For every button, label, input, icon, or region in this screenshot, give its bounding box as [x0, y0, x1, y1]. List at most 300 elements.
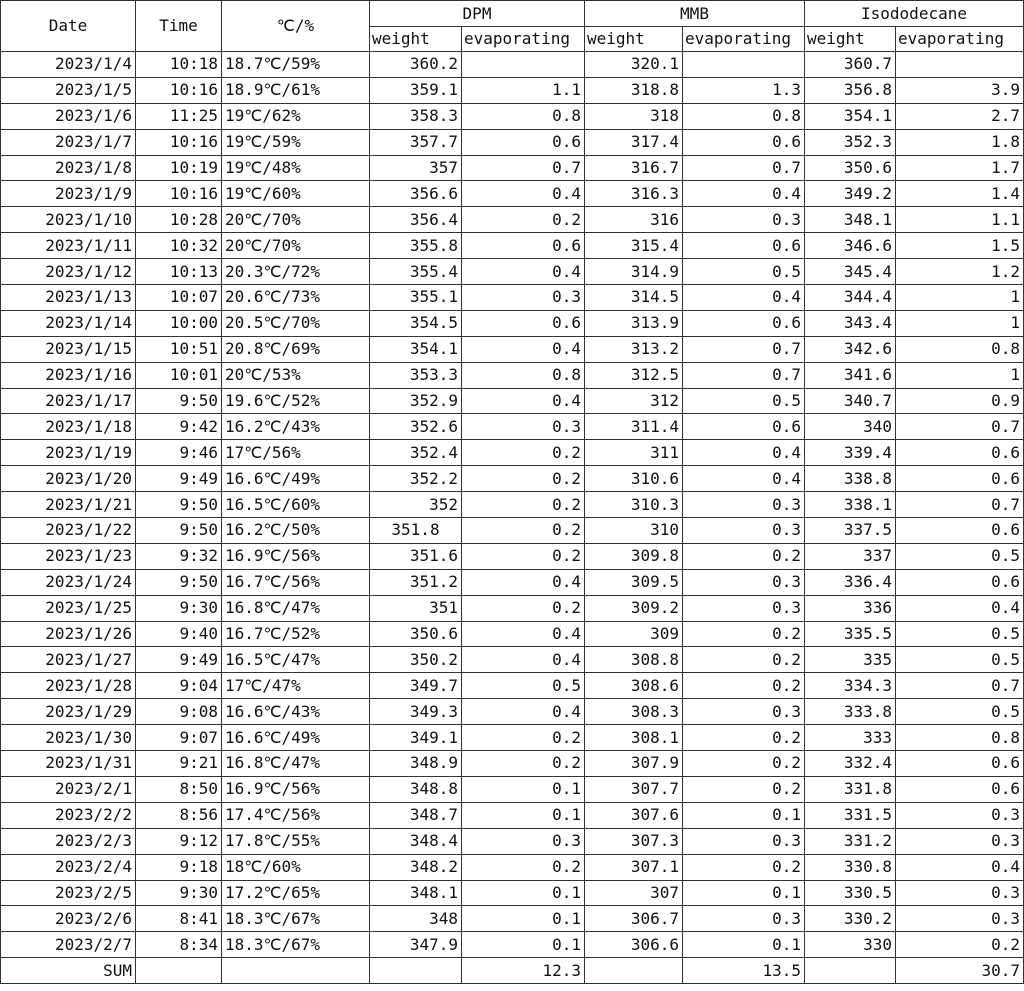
cell-time[interactable]: 9:30 — [136, 595, 222, 621]
cell-time[interactable]: 11:25 — [136, 103, 222, 129]
cell-dpm-weight[interactable]: 355.1 — [370, 285, 462, 311]
cell-mmb-weight[interactable]: 310.3 — [585, 492, 683, 518]
cell-mmb-evaporating[interactable]: 0.3 — [683, 906, 805, 932]
cell-iso-weight[interactable]: 335.5 — [805, 621, 896, 647]
cell-dpm-evaporating[interactable]: 0.2 — [462, 466, 585, 492]
cell-mmb-weight[interactable]: 314.5 — [585, 285, 683, 311]
cell-dpm-evaporating[interactable]: 0.4 — [462, 647, 585, 673]
cell-dpm-evaporating[interactable]: 0.4 — [462, 181, 585, 207]
cell-date[interactable]: 2023/1/13 — [1, 285, 136, 311]
cell-mmb-weight[interactable]: 306.7 — [585, 906, 683, 932]
cell-date[interactable]: 2023/1/10 — [1, 207, 136, 233]
cell-time[interactable]: 10:00 — [136, 310, 222, 336]
cell-dpm-evaporating[interactable]: 0.1 — [462, 906, 585, 932]
cell-iso-evaporating[interactable]: 0.3 — [896, 880, 1024, 906]
cell-mmb-evaporating[interactable]: 0.1 — [683, 932, 805, 958]
cell-iso-weight[interactable]: 333.8 — [805, 699, 896, 725]
cell-dpm-weight[interactable]: 352 — [370, 492, 462, 518]
cell-dpm-weight[interactable]: 351.6 — [370, 543, 462, 569]
cell-time[interactable]: 9:32 — [136, 543, 222, 569]
cell-iso-weight[interactable]: 349.2 — [805, 181, 896, 207]
cell-dpm-evaporating[interactable]: 0.3 — [462, 285, 585, 311]
cell-temp-humidity[interactable]: 20.8℃/69% — [222, 336, 370, 362]
cell-mmb-weight[interactable]: 316.7 — [585, 155, 683, 181]
cell-mmb-weight[interactable]: 310.6 — [585, 466, 683, 492]
cell-date[interactable]: 2023/1/9 — [1, 181, 136, 207]
cell-iso-evaporating[interactable]: 0.2 — [896, 932, 1024, 958]
cell-dpm-weight[interactable]: 348.9 — [370, 751, 462, 777]
cell-date[interactable]: 2023/1/20 — [1, 466, 136, 492]
cell-iso-evaporating[interactable]: 0.3 — [896, 802, 1024, 828]
cell-temp-humidity[interactable]: 20℃/70% — [222, 207, 370, 233]
cell-dpm-weight[interactable]: 359.1 — [370, 77, 462, 103]
cell-date[interactable]: 2023/2/4 — [1, 854, 136, 880]
cell-mmb-weight[interactable]: 307.9 — [585, 751, 683, 777]
cell-date[interactable]: 2023/1/5 — [1, 77, 136, 103]
cell-mmb-evaporating[interactable]: 0.5 — [683, 259, 805, 285]
cell-time[interactable]: 10:01 — [136, 362, 222, 388]
cell-mmb-weight[interactable]: 318 — [585, 103, 683, 129]
cell-date[interactable]: 2023/1/6 — [1, 103, 136, 129]
cell-mmb-weight[interactable]: 315.4 — [585, 233, 683, 259]
cell-iso-weight[interactable]: 350.6 — [805, 155, 896, 181]
cell-dpm-evaporating[interactable]: 0.4 — [462, 388, 585, 414]
cell-mmb-weight[interactable]: 316.3 — [585, 181, 683, 207]
cell-iso-weight[interactable]: 338.1 — [805, 492, 896, 518]
cell-dpm-weight[interactable]: 356.6 — [370, 181, 462, 207]
sum-cell-mmb-evaporating[interactable]: 13.5 — [683, 958, 805, 984]
cell-mmb-weight[interactable]: 306.6 — [585, 932, 683, 958]
cell-time[interactable]: 9:18 — [136, 854, 222, 880]
cell-time[interactable]: 10:51 — [136, 336, 222, 362]
cell-dpm-evaporating[interactable]: 0.2 — [462, 543, 585, 569]
cell-date[interactable]: 2023/1/19 — [1, 440, 136, 466]
cell-date[interactable]: 2023/1/8 — [1, 155, 136, 181]
header-mmb-weight[interactable]: weight — [585, 27, 683, 52]
cell-iso-evaporating[interactable]: 1.2 — [896, 259, 1024, 285]
cell-iso-weight[interactable]: 340 — [805, 414, 896, 440]
cell-temp-humidity[interactable]: 19℃/59% — [222, 129, 370, 155]
cell-time[interactable]: 9:30 — [136, 880, 222, 906]
cell-time[interactable]: 9:46 — [136, 440, 222, 466]
cell-iso-evaporating[interactable]: 0.6 — [896, 518, 1024, 544]
cell-dpm-evaporating[interactable]: 0.6 — [462, 129, 585, 155]
cell-mmb-weight[interactable]: 309.2 — [585, 595, 683, 621]
cell-mmb-weight[interactable]: 307.3 — [585, 828, 683, 854]
cell-iso-evaporating[interactable]: 0.8 — [896, 725, 1024, 751]
cell-date[interactable]: 2023/1/15 — [1, 336, 136, 362]
cell-temp-humidity[interactable]: 16.2℃/43% — [222, 414, 370, 440]
cell-iso-evaporating[interactable] — [896, 52, 1024, 78]
cell-mmb-evaporating[interactable]: 0.2 — [683, 647, 805, 673]
header-dpm-evaporating[interactable]: evaporating — [462, 27, 585, 52]
cell-mmb-weight[interactable]: 307.7 — [585, 776, 683, 802]
cell-mmb-evaporating[interactable]: 0.3 — [683, 518, 805, 544]
cell-date[interactable]: 2023/1/24 — [1, 569, 136, 595]
cell-iso-evaporating[interactable]: 0.6 — [896, 751, 1024, 777]
cell-mmb-weight[interactable]: 309.8 — [585, 543, 683, 569]
cell-mmb-evaporating[interactable]: 0.4 — [683, 466, 805, 492]
cell-dpm-weight[interactable]: 351 — [370, 595, 462, 621]
cell-mmb-evaporating[interactable]: 0.3 — [683, 492, 805, 518]
cell-dpm-weight[interactable]: 352.6 — [370, 414, 462, 440]
header-dpm-weight[interactable]: weight — [370, 27, 462, 52]
cell-date[interactable]: 2023/1/16 — [1, 362, 136, 388]
cell-mmb-evaporating[interactable]: 0.3 — [683, 828, 805, 854]
cell-temp-humidity[interactable]: 16.9℃/56% — [222, 543, 370, 569]
cell-time[interactable]: 9:21 — [136, 751, 222, 777]
cell-mmb-weight[interactable]: 311.4 — [585, 414, 683, 440]
cell-mmb-weight[interactable]: 307.6 — [585, 802, 683, 828]
cell-iso-evaporating[interactable]: 0.6 — [896, 466, 1024, 492]
cell-temp-humidity[interactable]: 17℃/56% — [222, 440, 370, 466]
cell-time[interactable]: 8:56 — [136, 802, 222, 828]
cell-mmb-evaporating[interactable]: 0.3 — [683, 595, 805, 621]
sum-cell-iso-weight[interactable] — [805, 958, 896, 984]
cell-dpm-evaporating[interactable]: 0.8 — [462, 103, 585, 129]
cell-dpm-evaporating[interactable]: 0.4 — [462, 699, 585, 725]
cell-time[interactable]: 9:50 — [136, 518, 222, 544]
cell-temp-humidity[interactable]: 17.4℃/56% — [222, 802, 370, 828]
cell-dpm-weight[interactable]: 348.1 — [370, 880, 462, 906]
cell-dpm-weight[interactable]: 350.6 — [370, 621, 462, 647]
cell-iso-evaporating[interactable]: 1.4 — [896, 181, 1024, 207]
cell-dpm-evaporating[interactable]: 0.7 — [462, 155, 585, 181]
cell-dpm-evaporating[interactable]: 0.3 — [462, 414, 585, 440]
header-date[interactable]: Date — [1, 1, 136, 52]
cell-dpm-weight[interactable]: 352.9 — [370, 388, 462, 414]
cell-mmb-evaporating[interactable]: 0.3 — [683, 207, 805, 233]
cell-time[interactable]: 9:40 — [136, 621, 222, 647]
cell-mmb-evaporating[interactable]: 0.2 — [683, 673, 805, 699]
cell-iso-weight[interactable]: 341.6 — [805, 362, 896, 388]
cell-temp-humidity[interactable]: 16.5℃/60% — [222, 492, 370, 518]
cell-temp-humidity[interactable]: 16.6℃/43% — [222, 699, 370, 725]
cell-temp-humidity[interactable]: 16.5℃/47% — [222, 647, 370, 673]
cell-iso-weight[interactable]: 346.6 — [805, 233, 896, 259]
cell-dpm-weight[interactable]: 355.4 — [370, 259, 462, 285]
cell-mmb-evaporating[interactable]: 0.4 — [683, 285, 805, 311]
cell-dpm-evaporating[interactable]: 0.6 — [462, 310, 585, 336]
cell-date[interactable]: 2023/1/12 — [1, 259, 136, 285]
cell-dpm-weight[interactable]: 348.8 — [370, 776, 462, 802]
cell-iso-weight[interactable]: 340.7 — [805, 388, 896, 414]
cell-dpm-weight[interactable]: 360.2 — [370, 52, 462, 78]
cell-date[interactable]: 2023/1/30 — [1, 725, 136, 751]
cell-iso-evaporating[interactable]: 0.5 — [896, 647, 1024, 673]
cell-temp-humidity[interactable]: 19.6℃/52% — [222, 388, 370, 414]
cell-dpm-weight[interactable]: 352.2 — [370, 466, 462, 492]
cell-mmb-evaporating[interactable]: 0.6 — [683, 233, 805, 259]
cell-iso-evaporating[interactable]: 1 — [896, 310, 1024, 336]
cell-time[interactable]: 10:16 — [136, 77, 222, 103]
cell-temp-humidity[interactable]: 16.6℃/49% — [222, 725, 370, 751]
cell-mmb-evaporating[interactable] — [683, 52, 805, 78]
cell-time[interactable]: 9:50 — [136, 569, 222, 595]
cell-dpm-weight[interactable]: 348 — [370, 906, 462, 932]
cell-dpm-evaporating[interactable]: 0.6 — [462, 233, 585, 259]
cell-mmb-weight[interactable]: 313.2 — [585, 336, 683, 362]
cell-temp-humidity[interactable]: 17℃/47% — [222, 673, 370, 699]
cell-date[interactable]: 2023/1/29 — [1, 699, 136, 725]
cell-dpm-weight[interactable]: 356.4 — [370, 207, 462, 233]
cell-mmb-evaporating[interactable]: 0.7 — [683, 362, 805, 388]
cell-time[interactable]: 10:18 — [136, 52, 222, 78]
cell-iso-weight[interactable]: 334.3 — [805, 673, 896, 699]
cell-iso-weight[interactable]: 331.8 — [805, 776, 896, 802]
cell-mmb-evaporating[interactable]: 0.1 — [683, 880, 805, 906]
cell-dpm-evaporating[interactable]: 0.8 — [462, 362, 585, 388]
cell-dpm-weight[interactable]: 351.2 — [370, 569, 462, 595]
cell-iso-evaporating[interactable]: 0.5 — [896, 543, 1024, 569]
cell-dpm-evaporating[interactable]: 0.2 — [462, 518, 585, 544]
header-group-mmb[interactable]: MMB — [585, 1, 805, 27]
cell-date[interactable]: 2023/1/17 — [1, 388, 136, 414]
cell-dpm-weight[interactable]: 357.7 — [370, 129, 462, 155]
cell-iso-evaporating[interactable]: 0.5 — [896, 699, 1024, 725]
cell-iso-weight[interactable]: 331.5 — [805, 802, 896, 828]
cell-dpm-weight[interactable]: 351.8 — [370, 518, 462, 544]
cell-temp-humidity[interactable]: 20.3℃/72% — [222, 259, 370, 285]
cell-mmb-weight[interactable]: 316 — [585, 207, 683, 233]
cell-dpm-evaporating[interactable]: 0.4 — [462, 259, 585, 285]
cell-dpm-evaporating[interactable] — [462, 52, 585, 78]
cell-dpm-evaporating[interactable]: 0.4 — [462, 336, 585, 362]
cell-date[interactable]: 2023/1/21 — [1, 492, 136, 518]
cell-iso-evaporating[interactable]: 0.5 — [896, 621, 1024, 647]
cell-date[interactable]: 2023/1/31 — [1, 751, 136, 777]
cell-time[interactable]: 9:07 — [136, 725, 222, 751]
cell-mmb-evaporating[interactable]: 0.6 — [683, 310, 805, 336]
cell-dpm-weight[interactable]: 349.1 — [370, 725, 462, 751]
cell-iso-weight[interactable]: 338.8 — [805, 466, 896, 492]
cell-dpm-weight[interactable]: 350.2 — [370, 647, 462, 673]
cell-temp-humidity[interactable]: 20℃/53% — [222, 362, 370, 388]
cell-time[interactable]: 9:49 — [136, 466, 222, 492]
cell-iso-evaporating[interactable]: 1 — [896, 285, 1024, 311]
cell-dpm-evaporating[interactable]: 0.2 — [462, 725, 585, 751]
cell-time[interactable]: 9:49 — [136, 647, 222, 673]
cell-mmb-weight[interactable]: 320.1 — [585, 52, 683, 78]
cell-iso-weight[interactable]: 330.5 — [805, 880, 896, 906]
cell-dpm-weight[interactable]: 354.5 — [370, 310, 462, 336]
cell-iso-evaporating[interactable]: 0.3 — [896, 906, 1024, 932]
cell-time[interactable]: 9:12 — [136, 828, 222, 854]
cell-dpm-evaporating[interactable]: 0.4 — [462, 621, 585, 647]
cell-dpm-evaporating[interactable]: 0.2 — [462, 492, 585, 518]
cell-mmb-evaporating[interactable]: 0.3 — [683, 569, 805, 595]
cell-mmb-evaporating[interactable]: 0.2 — [683, 751, 805, 777]
cell-mmb-weight[interactable]: 317.4 — [585, 129, 683, 155]
cell-iso-evaporating[interactable]: 1.1 — [896, 207, 1024, 233]
cell-mmb-weight[interactable]: 308.3 — [585, 699, 683, 725]
cell-iso-evaporating[interactable]: 0.6 — [896, 776, 1024, 802]
cell-iso-evaporating[interactable]: 0.7 — [896, 492, 1024, 518]
cell-date[interactable]: 2023/1/28 — [1, 673, 136, 699]
cell-temp-humidity[interactable]: 19℃/48% — [222, 155, 370, 181]
cell-mmb-evaporating[interactable]: 0.1 — [683, 802, 805, 828]
cell-time[interactable]: 10:16 — [136, 181, 222, 207]
cell-temp-humidity[interactable]: 19℃/62% — [222, 103, 370, 129]
cell-dpm-weight[interactable]: 358.3 — [370, 103, 462, 129]
cell-dpm-weight[interactable]: 348.4 — [370, 828, 462, 854]
cell-temp-humidity[interactable]: 18℃/60% — [222, 854, 370, 880]
cell-mmb-evaporating[interactable]: 0.4 — [683, 181, 805, 207]
cell-temp-humidity[interactable]: 18.7℃/59% — [222, 52, 370, 78]
cell-date[interactable]: 2023/2/7 — [1, 932, 136, 958]
cell-temp-humidity[interactable]: 20.6℃/73% — [222, 285, 370, 311]
cell-mmb-weight[interactable]: 313.9 — [585, 310, 683, 336]
cell-temp-humidity[interactable]: 16.7℃/52% — [222, 621, 370, 647]
cell-dpm-evaporating[interactable]: 0.3 — [462, 828, 585, 854]
cell-mmb-weight[interactable]: 318.8 — [585, 77, 683, 103]
cell-dpm-weight[interactable]: 357 — [370, 155, 462, 181]
cell-date[interactable]: 2023/2/1 — [1, 776, 136, 802]
cell-iso-evaporating[interactable]: 0.8 — [896, 336, 1024, 362]
cell-mmb-evaporating[interactable]: 0.5 — [683, 388, 805, 414]
cell-dpm-evaporating[interactable]: 0.2 — [462, 751, 585, 777]
cell-mmb-weight[interactable]: 307 — [585, 880, 683, 906]
cell-time[interactable]: 8:50 — [136, 776, 222, 802]
cell-date[interactable]: 2023/2/6 — [1, 906, 136, 932]
cell-time[interactable]: 9:50 — [136, 492, 222, 518]
cell-iso-weight[interactable]: 354.1 — [805, 103, 896, 129]
cell-iso-weight[interactable]: 345.4 — [805, 259, 896, 285]
cell-iso-weight[interactable]: 336 — [805, 595, 896, 621]
cell-iso-evaporating[interactable]: 1.8 — [896, 129, 1024, 155]
cell-temp-humidity[interactable]: 18.9℃/61% — [222, 77, 370, 103]
cell-date[interactable]: 2023/1/26 — [1, 621, 136, 647]
cell-iso-evaporating[interactable]: 0.9 — [896, 388, 1024, 414]
cell-temp-humidity[interactable]: 17.2℃/65% — [222, 880, 370, 906]
cell-iso-weight[interactable]: 352.3 — [805, 129, 896, 155]
cell-dpm-evaporating[interactable]: 0.1 — [462, 802, 585, 828]
cell-time[interactable]: 9:42 — [136, 414, 222, 440]
cell-mmb-evaporating[interactable]: 0.7 — [683, 336, 805, 362]
sum-cell-time[interactable] — [136, 958, 222, 984]
cell-mmb-weight[interactable]: 311 — [585, 440, 683, 466]
header-temp-humidity[interactable]: ℃/% — [222, 1, 370, 52]
sum-cell-iso-evaporating[interactable]: 30.7 — [896, 958, 1024, 984]
cell-date[interactable]: 2023/1/23 — [1, 543, 136, 569]
cell-temp-humidity[interactable]: 16.2℃/50% — [222, 518, 370, 544]
cell-iso-weight[interactable]: 336.4 — [805, 569, 896, 595]
cell-temp-humidity[interactable]: 20.5℃/70% — [222, 310, 370, 336]
cell-iso-weight[interactable]: 339.4 — [805, 440, 896, 466]
cell-dpm-evaporating[interactable]: 1.1 — [462, 77, 585, 103]
cell-mmb-evaporating[interactable]: 0.6 — [683, 414, 805, 440]
cell-iso-weight[interactable]: 331.2 — [805, 828, 896, 854]
cell-mmb-evaporating[interactable]: 0.7 — [683, 155, 805, 181]
cell-time[interactable]: 10:16 — [136, 129, 222, 155]
cell-time[interactable]: 10:28 — [136, 207, 222, 233]
header-group-isododecane[interactable]: Isododecane — [805, 1, 1024, 27]
cell-iso-evaporating[interactable]: 1.7 — [896, 155, 1024, 181]
cell-date[interactable]: 2023/1/27 — [1, 647, 136, 673]
cell-dpm-weight[interactable]: 348.7 — [370, 802, 462, 828]
cell-time[interactable]: 9:50 — [136, 388, 222, 414]
header-time[interactable]: Time — [136, 1, 222, 52]
cell-time[interactable]: 9:04 — [136, 673, 222, 699]
cell-time[interactable]: 10:32 — [136, 233, 222, 259]
cell-mmb-weight[interactable]: 309.5 — [585, 569, 683, 595]
cell-mmb-evaporating[interactable]: 0.3 — [683, 699, 805, 725]
cell-mmb-weight[interactable]: 312.5 — [585, 362, 683, 388]
cell-temp-humidity[interactable]: 19℃/60% — [222, 181, 370, 207]
cell-mmb-evaporating[interactable]: 1.3 — [683, 77, 805, 103]
cell-iso-weight[interactable]: 330 — [805, 932, 896, 958]
cell-temp-humidity[interactable]: 20℃/70% — [222, 233, 370, 259]
cell-iso-weight[interactable]: 344.4 — [805, 285, 896, 311]
cell-date[interactable]: 2023/1/4 — [1, 52, 136, 78]
cell-iso-evaporating[interactable]: 0.7 — [896, 414, 1024, 440]
cell-iso-weight[interactable]: 332.4 — [805, 751, 896, 777]
cell-mmb-evaporating[interactable]: 0.6 — [683, 129, 805, 155]
cell-iso-weight[interactable]: 330.8 — [805, 854, 896, 880]
cell-mmb-evaporating[interactable]: 0.2 — [683, 854, 805, 880]
cell-dpm-evaporating[interactable]: 0.2 — [462, 854, 585, 880]
cell-dpm-weight[interactable]: 349.3 — [370, 699, 462, 725]
cell-dpm-weight[interactable]: 353.3 — [370, 362, 462, 388]
cell-time[interactable]: 9:08 — [136, 699, 222, 725]
cell-time[interactable]: 8:34 — [136, 932, 222, 958]
cell-iso-evaporating[interactable]: 1 — [896, 362, 1024, 388]
cell-iso-evaporating[interactable]: 2.7 — [896, 103, 1024, 129]
cell-iso-evaporating[interactable]: 0.3 — [896, 828, 1024, 854]
cell-iso-weight[interactable]: 343.4 — [805, 310, 896, 336]
cell-mmb-weight[interactable]: 308.1 — [585, 725, 683, 751]
cell-iso-evaporating[interactable]: 0.7 — [896, 673, 1024, 699]
header-mmb-evaporating[interactable]: evaporating — [683, 27, 805, 52]
cell-iso-evaporating[interactable]: 0.6 — [896, 569, 1024, 595]
cell-time[interactable]: 10:19 — [136, 155, 222, 181]
sum-cell-temp-humidity[interactable] — [222, 958, 370, 984]
cell-mmb-evaporating[interactable]: 0.4 — [683, 440, 805, 466]
cell-iso-evaporating[interactable]: 0.4 — [896, 595, 1024, 621]
cell-temp-humidity[interactable]: 16.8℃/47% — [222, 751, 370, 777]
cell-date[interactable]: 2023/1/14 — [1, 310, 136, 336]
cell-dpm-evaporating[interactable]: 0.2 — [462, 207, 585, 233]
cell-temp-humidity[interactable]: 16.7℃/56% — [222, 569, 370, 595]
cell-iso-weight[interactable]: 333 — [805, 725, 896, 751]
cell-mmb-weight[interactable]: 312 — [585, 388, 683, 414]
cell-dpm-evaporating[interactable]: 0.1 — [462, 776, 585, 802]
cell-time[interactable]: 8:41 — [136, 906, 222, 932]
cell-date[interactable]: 2023/1/25 — [1, 595, 136, 621]
cell-mmb-weight[interactable]: 308.6 — [585, 673, 683, 699]
cell-mmb-evaporating[interactable]: 0.2 — [683, 725, 805, 751]
cell-mmb-evaporating[interactable]: 0.8 — [683, 103, 805, 129]
cell-dpm-weight[interactable]: 354.1 — [370, 336, 462, 362]
sum-cell-dpm-evaporating[interactable]: 12.3 — [462, 958, 585, 984]
header-iso-weight[interactable]: weight — [805, 27, 896, 52]
cell-iso-weight[interactable]: 335 — [805, 647, 896, 673]
header-iso-evaporating[interactable]: evaporating — [896, 27, 1024, 52]
cell-mmb-weight[interactable]: 308.8 — [585, 647, 683, 673]
cell-temp-humidity[interactable]: 16.6℃/49% — [222, 466, 370, 492]
header-group-dpm[interactable]: DPM — [370, 1, 585, 27]
cell-iso-weight[interactable]: 360.7 — [805, 52, 896, 78]
cell-date[interactable]: 2023/1/22 — [1, 518, 136, 544]
cell-date[interactable]: 2023/1/7 — [1, 129, 136, 155]
cell-dpm-evaporating[interactable]: 0.2 — [462, 440, 585, 466]
cell-mmb-evaporating[interactable]: 0.2 — [683, 621, 805, 647]
cell-iso-evaporating[interactable]: 0.6 — [896, 440, 1024, 466]
cell-temp-humidity[interactable]: 17.8℃/55% — [222, 828, 370, 854]
cell-temp-humidity[interactable]: 16.9℃/56% — [222, 776, 370, 802]
cell-iso-evaporating[interactable]: 0.4 — [896, 854, 1024, 880]
cell-iso-weight[interactable]: 342.6 — [805, 336, 896, 362]
